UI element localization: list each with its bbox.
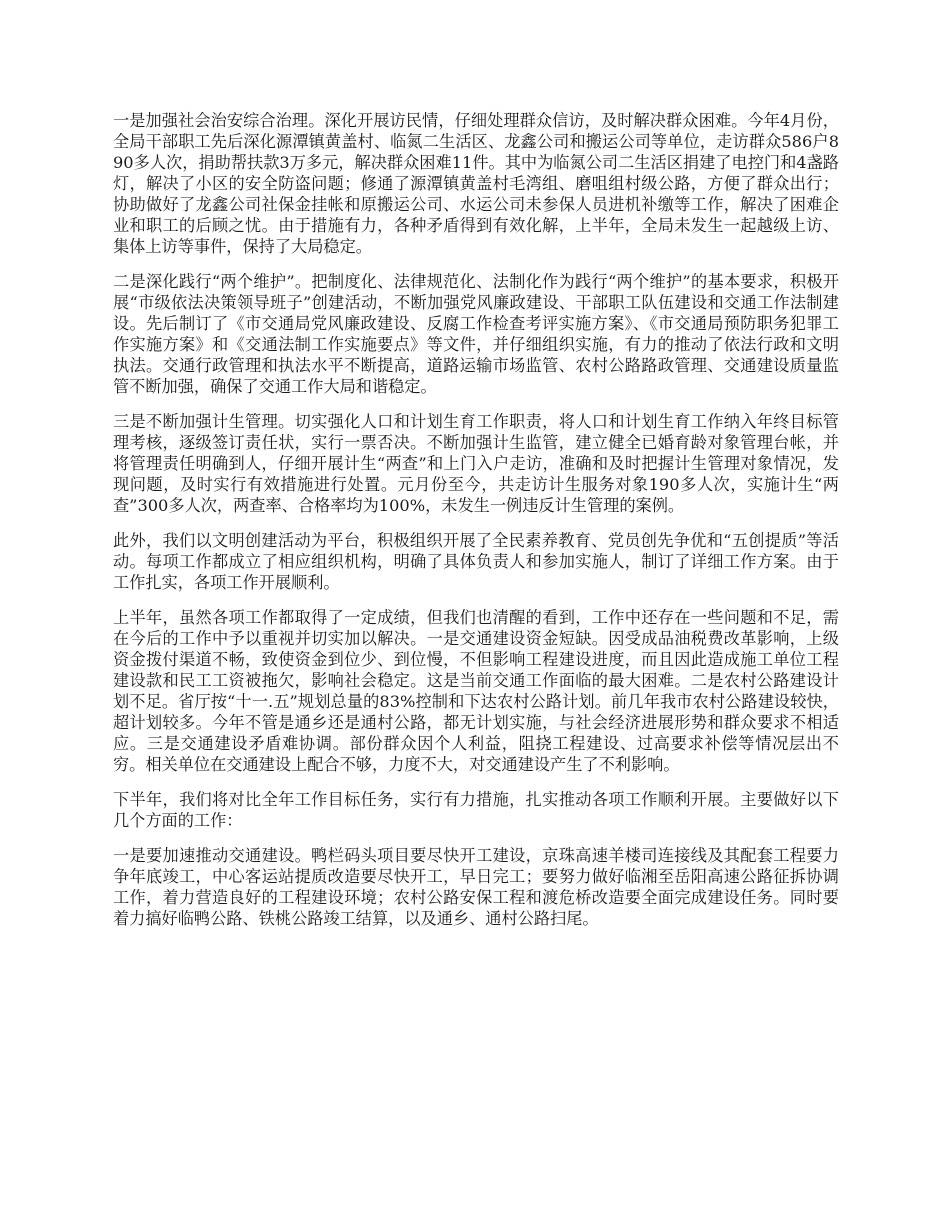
paragraph-social-security: 一是加强社会治安综合治理。深化开展访民情，仔细处理群众信访，及时解决群众困难。今年4月份，全局干部职工先后深化源潭镇黄盖村、临氮二生活区、龙鑫公司和搬运公司等单位，走访群众586户890多人次，捐助帮扶款3万多元，解决群众困难11件。其中为临氮公司二生活区捐建了电控门和4盏路灯，解决了小区的安全防盗问题；修通了源潭镇黄盖村毛湾组、磨咀组村级公路，方便了群众出行；协助做好了龙鑫公司社保金挂帐和原搬运公司、水运公司未参保人员进机补缴等工作，解决了困难企业和职工的后顾之忧。由于措施有力，各种矛盾得到有效化解，上半年，全局未发生一起越级上访、集体上访等事件，保持了大局稳定。: [113, 111, 839, 256]
paragraph-problems: 上半年，虽然各项工作都取得了一定成绩，但我们也清醒的看到，工作中还存在一些问题和不足，需在今后的工作中予以重视并切实加以解决。一是交通建设资金短缺。因受成品油税费改革影响，上级资金拨付渠道不畅，致使资金到位少、到位慢，不但影响工程建设进度，而且因此造成施工单位工程建设款和民工工资被拖欠，影响社会稳定。这是当前交通工作面临的最大困难。二是农村公路建设计划不足。省厅按“十一.五”规划总量的83%控制和下达农村公路计划。前几年我市农村公路建设较快，超计划较多。今年不管是通乡还是通村公路，都无计划实施，与社会经济进展形势和群众要求不相适应。三是交通建设矛盾难协调。部份群众因个人利益，阻挠工程建设、过高要求补偿等情况层出不穷。相关单位在交通建设上配合不够，力度不大，对交通建设产生了不利影响。: [113, 608, 839, 774]
document-body: [113, 110, 839, 943]
paragraph-transport-construction: 一是要加速推动交通建设。鸭栏码头项目要尽快开工建设，京珠高速羊楼司连接线及其配套工程要力争年底竣工，中心客运站提质改造要尽快开工，早日完工；要努力做好临湘至岳阳高速公路征拆协调工作，着力营造良好的工程建设环境；农村公路安保工程和渡危桥改造要全面完成建设任务。同时要着力搞好临鸭公路、铁桃公路竣工结算，以及通乡、通村公路扫尾。: [113, 846, 839, 928]
paragraph-second-half-plan: 下半年，我们将对比全年工作目标任务，实行有力措施，扎实推动各项工作顺利开展。主要做好以下几个方面的工作：: [113, 790, 839, 830]
paragraph-family-planning: 三是不断加强计生管理。切实强化人口和计划生育工作职责，将人口和计划生育工作纳入年终目标管理考核，逐级签订责任状，实行一票否决。不断加强计生监管，建立健全已婚育龄对象管理台帐，并将管理责任明确到人，仔细开展计生“两查”和上门入户走访，准确和及时把握计生管理对象情况，发现问题，及时实行有效措施进行处置。元月份至今，共走访计生服务对象190多人次，实施计生“两查”300多人次，两查率、合格率均为100%，未发生一例违反计生管理的案例。: [113, 412, 839, 515]
paragraph-civilization-activities: 此外，我们以文明创建活动为平台，积极组织开展了全民素养教育、党员创先争优和“五创提质”等活动。每项工作都成立了相应组织机构，明确了具体负责人和参加实施人，制订了详细工作方案。由于工作扎实，各项工作开展顺利。: [113, 531, 839, 592]
paragraph-two-safeguards: 二是深化践行“两个维护”。把制度化、法律规范化、法制化作为践行“两个维护”的基本要求，积极开展“市级依法决策领导班子”创建活动，不断加强党风廉政建设、干部职工队伍建设和交通工作法制建设。先后制订了《市交通局党风廉政建设、反腐工作检查考评实施方案》、《市交通局预防职务犯罪工作实施方案》和《交通法制工作实施要点》等文件，并仔细组织实施，有力的推动了依法行政和文明执法。交通行政管理和执法水平不断提高，道路运输市场监管、农村公路路政管理、交通建设质量监管不断加强，确保了交通工作大局和谐稳定。: [113, 272, 839, 396]
